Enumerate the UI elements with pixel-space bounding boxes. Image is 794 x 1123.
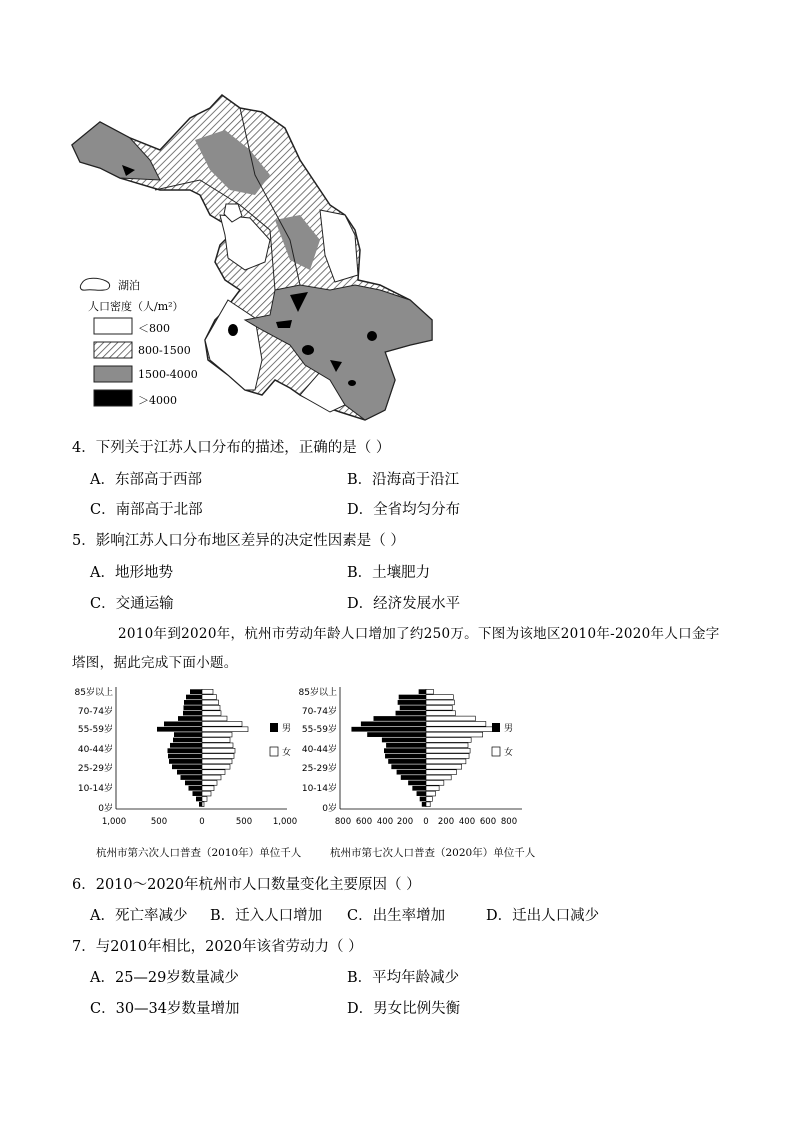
right-pyramid-male-bar <box>419 689 426 694</box>
q6-option-b[interactable]: B．迁入人口增加 <box>210 908 323 924</box>
question-6-stem: 6．2010～2020年杭州市人口数量变化主要原因（ ） <box>72 877 421 893</box>
right-pyramid-female-bar <box>426 711 455 716</box>
right-pyramid-female-bar <box>426 786 439 791</box>
right-pyramid-male-bar <box>374 716 427 721</box>
right-pyramid-tick-label: 800 <box>334 817 352 827</box>
left-pyramid-legend-male: 男 <box>282 724 292 734</box>
right-pyramid-tick-label: 200 <box>396 817 414 827</box>
left-pyramid-male-bar <box>186 695 202 700</box>
legend-label-3: 1500-4000 <box>138 368 198 381</box>
left-pyramid-age-label: 70-74岁 <box>77 707 113 717</box>
left-pyramid-female-bar <box>202 705 220 710</box>
right-pyramid-female-bar <box>426 721 486 726</box>
question-7-stem: 7．与2010年相比，2020年该省劳动力（ ） <box>72 939 363 955</box>
left-pyramid-tick-label: 1,000 <box>272 817 298 827</box>
left-pyramid-male-bar <box>184 705 203 710</box>
right-pyramid-legend-female: 女 <box>504 748 514 758</box>
q7-option-b[interactable]: B．平均年龄减少 <box>347 970 460 986</box>
left-pyramid-female-bar <box>202 716 227 721</box>
legend-swatch-4 <box>94 390 132 406</box>
legend-label-2: 800-1500 <box>138 344 191 357</box>
right-pyramid-age-label: 70-74岁 <box>301 707 337 717</box>
left-pyramid-female-bar <box>202 738 230 743</box>
left-pyramid-female-bar <box>202 786 214 791</box>
left-pyramid-female-bar <box>202 711 221 716</box>
right-pyramid-female-bar <box>426 716 475 721</box>
left-pyramid-male-bar <box>157 727 202 732</box>
q5-option-c[interactable]: C．交通运输 <box>90 596 174 612</box>
jiangsu-density-map <box>0 0 794 430</box>
right-pyramid-tick-label: 600 <box>479 817 497 827</box>
legend-swatch-1 <box>94 318 132 334</box>
right-pyramid-male-bar <box>400 705 426 710</box>
right-pyramid-female-bar <box>426 797 432 802</box>
left-pyramid-male-bar <box>174 732 202 737</box>
right-pyramid-age-label: 55-59岁 <box>301 725 337 735</box>
left-pyramid-male-bar <box>178 716 202 721</box>
left-pyramid-male-bar <box>168 754 202 759</box>
right-pyramid-female-bar <box>426 754 469 759</box>
left-pyramid-legend-female-swatch <box>270 747 278 756</box>
right-pyramid-female-bar <box>426 732 483 737</box>
right-pyramid-female-bar <box>426 764 462 769</box>
left-pyramid-tick-label: 0 <box>199 817 205 827</box>
right-pyramid-male-bar <box>401 775 426 780</box>
question-5-stem: 5．影响江苏人口分布地区差异的决定性因素是（ ） <box>72 533 405 549</box>
left-pyramid-male-bar <box>190 689 202 694</box>
right-pyramid-age-label: 40-44岁 <box>301 745 337 755</box>
right-pyramid-female-bar <box>426 802 430 807</box>
left-pyramid-age-label: 55-59岁 <box>77 725 113 735</box>
left-pyramid-male-bar <box>168 748 203 753</box>
lake-legend-label: 湖泊 <box>118 279 140 292</box>
right-pyramid-female-bar <box>426 689 433 694</box>
right-pyramid-female-bar <box>426 759 466 764</box>
legend-label-1: ＜800 <box>138 322 170 335</box>
question-4-stem: 4．下列关于江苏人口分布的描述，正确的是（ ） <box>72 440 391 456</box>
left-pyramid-female-bar <box>202 743 233 748</box>
left-pyramid-legend-female: 女 <box>282 748 292 758</box>
right-pyramid-male-bar <box>396 711 426 716</box>
right-pyramid-male-bar <box>417 791 426 796</box>
right-pyramid-female-bar <box>426 700 454 705</box>
right-pyramid-female-bar <box>426 770 456 775</box>
q7-option-d[interactable]: D．男女比例失衡 <box>347 1001 461 1017</box>
legend-label-4: ＞4000 <box>138 394 177 407</box>
right-pyramid-male-bar <box>361 721 426 726</box>
left-pyramid-male-bar <box>199 802 202 807</box>
right-pyramid-age-label: 10-14岁 <box>301 784 337 794</box>
right-pyramid-male-bar <box>384 748 426 753</box>
right-pyramid-caption: 杭州市第七次人口普查（2020年）单位千人 <box>330 847 536 859</box>
left-pyramid-legend-male-swatch <box>270 723 278 732</box>
left-pyramid-male-bar <box>183 711 202 716</box>
right-pyramid-male-bar <box>388 759 426 764</box>
right-pyramid-male-bar <box>420 797 426 802</box>
legend-swatch-2 <box>94 342 132 358</box>
left-pyramid-female-bar <box>202 780 217 785</box>
q5-option-a[interactable]: A．地形地势 <box>90 565 173 581</box>
right-pyramid-tick-label: 800 <box>500 817 518 827</box>
right-pyramid-female-bar <box>426 738 471 743</box>
left-pyramid-male-bar <box>164 721 202 726</box>
right-pyramid-female-bar <box>426 791 435 796</box>
right-pyramid-female-bar <box>426 705 452 710</box>
q4-option-a[interactable]: A．东部高于西部 <box>90 472 202 488</box>
left-pyramid-male-bar <box>184 700 202 705</box>
left-pyramid-male-bar <box>170 743 202 748</box>
left-pyramid-age-label: 40-44岁 <box>77 745 113 755</box>
right-pyramid-male-bar <box>382 738 426 743</box>
q7-option-c[interactable]: C．30—34岁数量增加 <box>90 1001 240 1017</box>
right-pyramid-male-bar <box>367 732 426 737</box>
right-pyramid-tick-label: 400 <box>376 817 394 827</box>
q4-option-d[interactable]: D．全省均匀分布 <box>347 502 461 518</box>
left-pyramid-female-bar <box>202 727 248 732</box>
right-pyramid-female-bar <box>426 743 468 748</box>
left-pyramid-male-bar <box>172 764 202 769</box>
right-pyramid-male-bar <box>386 743 426 748</box>
right-pyramid-age-label: 0岁 <box>322 804 337 814</box>
left-pyramid-age-label: 10-14岁 <box>77 784 113 794</box>
left-pyramid-female-bar <box>202 700 219 705</box>
left-pyramid-age-label: 85岁以上 <box>74 688 113 698</box>
left-pyramid-male-bar <box>189 786 203 791</box>
left-pyramid-male-bar <box>185 780 202 785</box>
right-pyramid-female-bar <box>426 775 451 780</box>
q6-option-c[interactable]: C．出生率增加 <box>347 908 446 924</box>
left-pyramid-female-bar <box>202 721 242 726</box>
left-pyramid-female-bar <box>202 748 235 753</box>
right-pyramid-male-bar <box>399 695 426 700</box>
q5-option-d[interactable]: D．经济发展水平 <box>347 596 461 612</box>
left-pyramid-age-label: 25-29岁 <box>77 764 113 774</box>
left-pyramid-female-bar <box>202 775 221 780</box>
right-pyramid-female-bar <box>426 748 470 753</box>
q5-option-b[interactable]: B．土壤肥力 <box>347 565 431 581</box>
right-pyramid-male-bar <box>351 727 426 732</box>
left-pyramid-female-bar <box>202 689 213 694</box>
left-pyramid-female-bar <box>202 791 211 796</box>
q6-option-a[interactable]: A．死亡率减少 <box>90 908 188 924</box>
lake-legend-icon <box>80 278 109 290</box>
right-pyramid-tick-label: 600 <box>355 817 373 827</box>
q7-option-a[interactable]: A．25—29岁数量减少 <box>90 970 239 986</box>
left-pyramid-male-bar <box>196 797 202 802</box>
right-pyramid-legend-male: 男 <box>504 724 514 734</box>
left-pyramid-female-bar <box>202 754 234 759</box>
right-pyramid-male-bar <box>391 764 426 769</box>
right-pyramid-tick-label: 400 <box>458 817 476 827</box>
right-pyramid-female-bar <box>426 695 453 700</box>
left-pyramid-male-bar <box>173 738 202 743</box>
right-pyramid-male-bar <box>398 700 426 705</box>
q6-option-d[interactable]: D．迁出人口减少 <box>486 908 600 924</box>
q4-option-b[interactable]: B．沿海高于沿江 <box>347 472 460 488</box>
left-pyramid-tick-label: 500 <box>235 817 253 827</box>
right-pyramid-legend-female-swatch <box>492 747 500 756</box>
right-pyramid-tick-label: 200 <box>437 817 455 827</box>
right-pyramid-male-bar <box>422 802 426 807</box>
right-pyramid-age-label: 85岁以上 <box>298 688 337 698</box>
right-pyramid-legend-male-swatch <box>492 723 500 732</box>
left-pyramid-female-bar <box>202 802 204 807</box>
right-pyramid-male-bar <box>408 780 426 785</box>
left-pyramid-tick-label: 500 <box>150 817 168 827</box>
q4-option-c[interactable]: C．南部高于北部 <box>90 502 203 518</box>
left-pyramid-female-bar <box>202 797 207 802</box>
left-pyramid-caption: 杭州市第六次人口普查（2010年）单位千人 <box>96 847 302 859</box>
right-pyramid-female-bar <box>426 780 444 785</box>
legend-swatch-3 <box>94 366 132 382</box>
intro-paragraph: 2010年到2020年，杭州市劳动年龄人口增加了约250万。下图为该地区2010年-2020年人口金字塔图，据此完成下面小题。 <box>72 626 720 671</box>
left-pyramid-female-bar <box>202 695 217 700</box>
left-pyramid-female-bar <box>202 764 230 769</box>
left-pyramid-male-bar <box>193 791 203 796</box>
right-pyramid-male-bar <box>385 754 426 759</box>
right-pyramid-age-label: 25-29岁 <box>301 764 337 774</box>
right-pyramid-tick-label: 0 <box>423 817 429 827</box>
left-pyramid-male-bar <box>169 759 202 764</box>
left-pyramid-male-bar <box>181 775 203 780</box>
left-pyramid-tick-label: 1,000 <box>101 817 127 827</box>
density-legend-title: 人口密度（人/m²） <box>88 300 184 313</box>
right-pyramid-male-bar <box>397 770 426 775</box>
right-pyramid-female-bar <box>426 727 495 732</box>
right-pyramid-male-bar <box>412 786 426 791</box>
left-pyramid-female-bar <box>202 732 232 737</box>
left-pyramid-female-bar <box>202 770 225 775</box>
left-pyramid-age-label: 0岁 <box>98 804 113 814</box>
population-pyramids <box>0 680 794 840</box>
left-pyramid-female-bar <box>202 759 232 764</box>
left-pyramid-male-bar <box>177 770 202 775</box>
